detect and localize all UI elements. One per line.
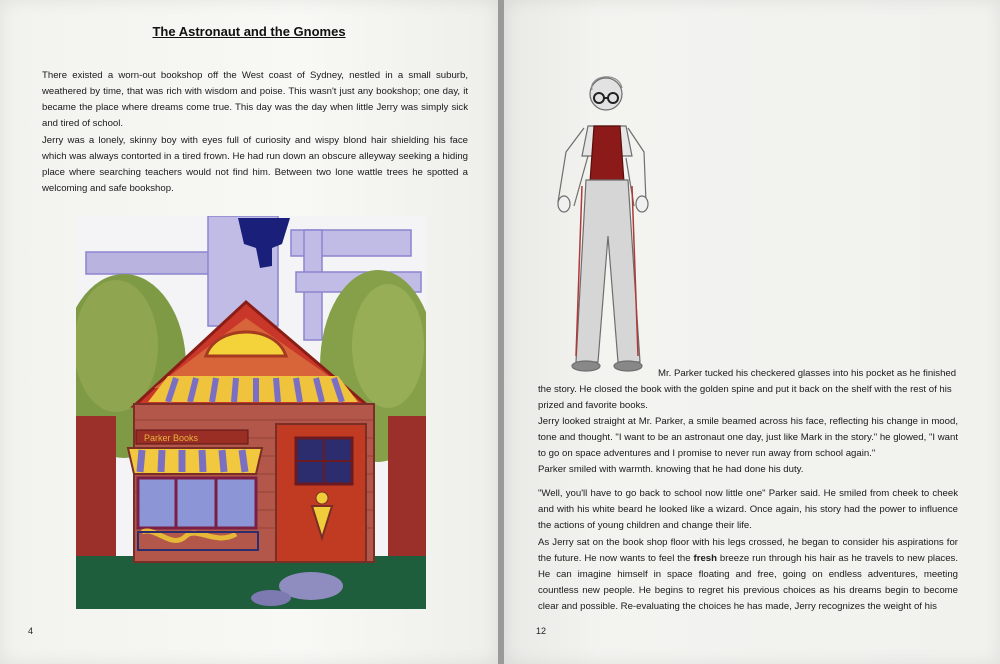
story-title: The Astronaut and the Gnomes bbox=[152, 24, 346, 39]
left-paragraph-1: There existed a worn-out bookshop off the West coast of Sydney, nestled in a small suburb, weathered by time, that was rich with wisdom and poise. This wasn't just any bookshop; one day, it became the place where dreams come true. This day was the day when little Jerry was simply sick and tired of school. bbox=[42, 70, 468, 129]
page-number-left: 4 bbox=[28, 626, 34, 636]
right-paragraph-1: the story. He closed the book with the golden spine and put it back on the shelf with the rest of his prized and favorite books. bbox=[538, 384, 952, 411]
page-number-right: 12 bbox=[536, 626, 547, 636]
right-lead-line: Mr. Parker tucked his checkered glasses into his pocket as he finished bbox=[658, 368, 957, 379]
shop-sign-text: Parker Books bbox=[144, 433, 199, 443]
right-paragraph-4: "Well, you'll have to go back to school now little one" Parker said. He smiled from cheek to cheek and with his white beard he looked like a wizard. Once again, his story had the power to influence the actions of young children and change their life. bbox=[538, 488, 958, 531]
right-paragraph-5-a: As Jerry sat on the book shop floor with his legs crossed, he began to consider his aspirations for the future. He now wants to feel the bbox=[538, 537, 958, 564]
right-paragraph-5 bbox=[538, 535, 958, 615]
bookshop-illustration bbox=[76, 216, 426, 609]
right-paragraph-5-bold: fresh bbox=[693, 553, 717, 564]
right-paragraph-5-b: breeze run through his hair as he travels to new places. He can imagine himself in space floating and free, going on endless adventures, meeting countless new people. He begins to regret his previous choices as his dreams begin to become clear and possible. Re-evaluating the choices he has made, Jerry recognizes the weight of his bbox=[538, 553, 958, 612]
left-page bbox=[0, 0, 498, 664]
left-paragraph-2: Jerry was a lonely, skinny boy with eyes full of curiosity and wispy blond hair shielding his face which was always contorted in a tired frown. He had run down an obscure alleyway seeking a hiding place where searching teachers would not find him. Between two lone wattle trees he spotted a welcoming and safe bookshop. bbox=[42, 135, 468, 194]
right-paragraph-3: Parker smiled with warmth. knowing that he had done his duty. bbox=[538, 464, 804, 475]
right-paragraph-2: Jerry looked straight at Mr. Parker, a smile beamed across his face, reflecting his change in mood, tone and thought. "I want to be an astronaut one day, just like Mark in the story." he glowed, "I want to go on space adventures and I promise to never run away from school again." bbox=[538, 416, 958, 459]
mr-parker-illustration bbox=[548, 66, 658, 374]
